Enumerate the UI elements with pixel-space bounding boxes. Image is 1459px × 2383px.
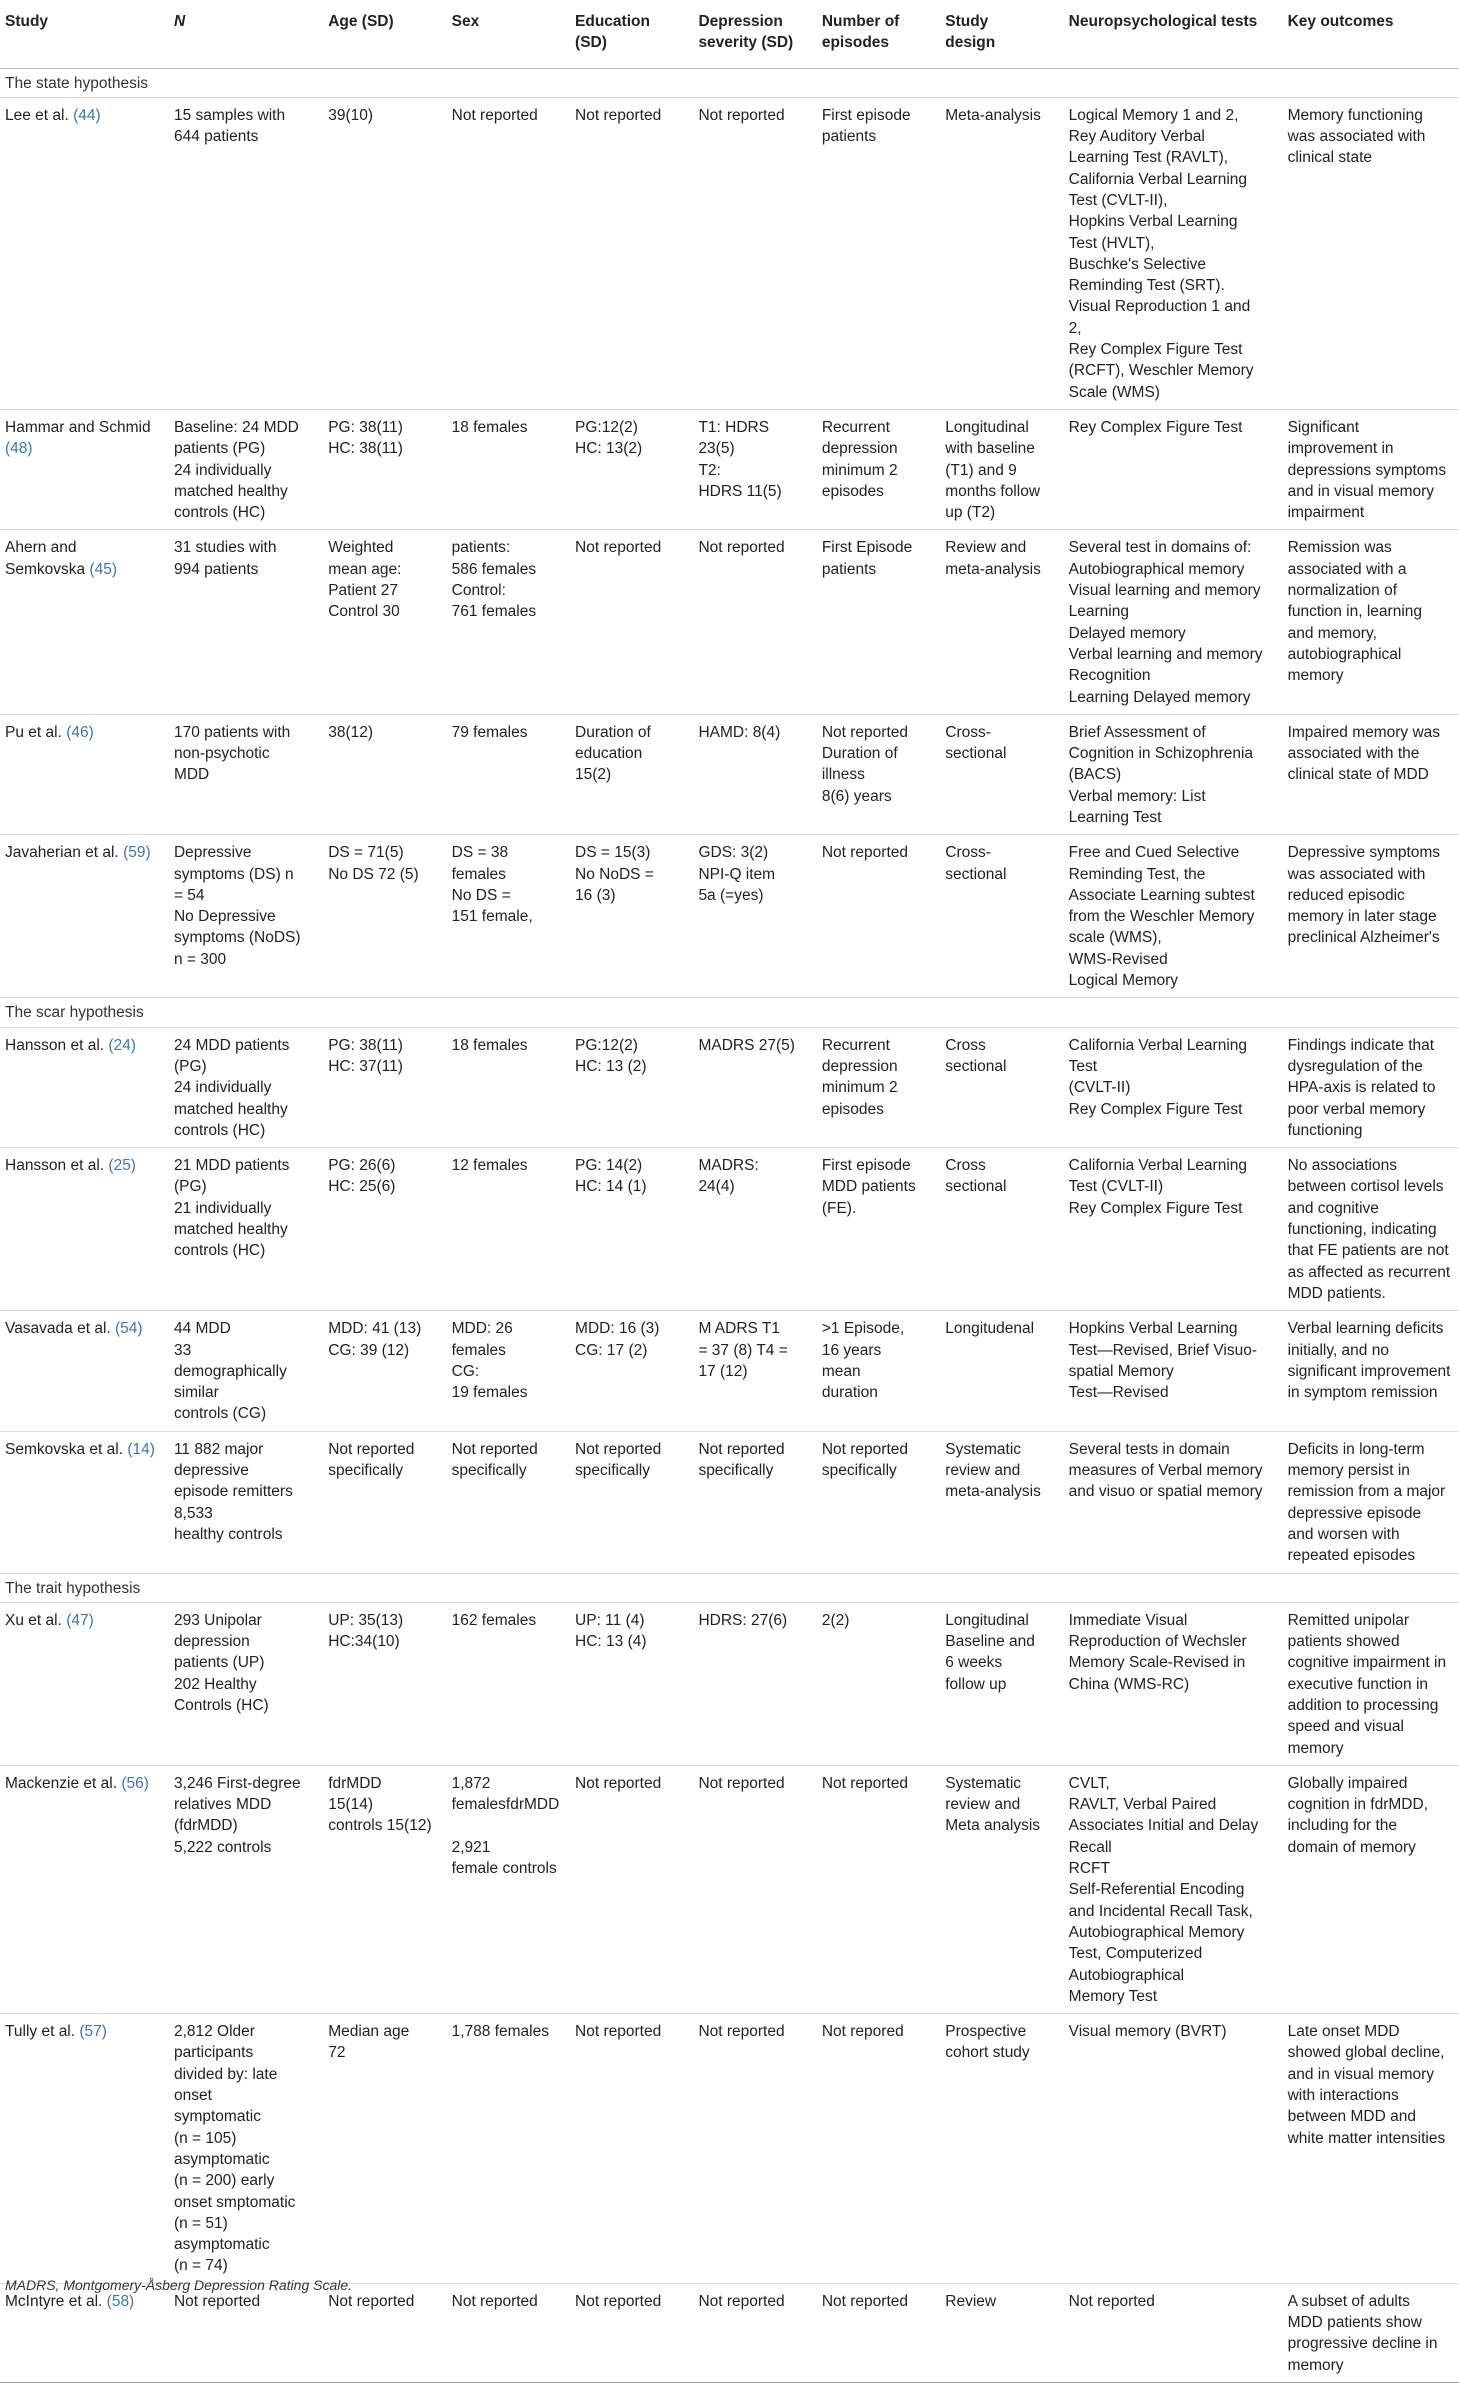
citation-link[interactable]: (57) — [79, 2023, 107, 2041]
column-header-key-outcomes: Key outcomes — [1283, 0, 1459, 68]
column-header-number-of-episodes: Number of episodes — [817, 0, 940, 68]
cell-number-of-episodes: Not reported Duration of illness 8(6) years — [817, 714, 940, 834]
cell-education: PG:12(2) HC: 13 (2) — [570, 1027, 693, 1147]
cell-key-outcomes: Verbal learning deficits initially, and no significant improvement in symptom remission — [1283, 1311, 1459, 1431]
cell-study — [0, 1148, 169, 1311]
cell-n: 170 patients with non-psychotic MDD — [169, 714, 323, 834]
cell-n: Baseline: 24 MDD patients (PG) 24 individually matched healthy controls (HC) — [169, 409, 323, 529]
cell-depression-severity: Not reported — [693, 2014, 816, 2284]
cell-neuropsychological-tests: Rey Complex Figure Test — [1064, 409, 1283, 529]
cell-sex: Not reported — [447, 97, 570, 409]
cell-age: Not reported specifically — [323, 1431, 446, 1573]
cell-depression-severity: M ADRS T1 = 37 (8) T4 = 17 (12) — [693, 1311, 816, 1431]
cell-neuropsychological-tests: Hopkins Verbal Learning Test—Revised, Brief Visuo- spatial Memory Test—Revised — [1064, 1311, 1283, 1431]
cell-number-of-episodes: 2(2) — [817, 1602, 940, 1765]
section-title: The state hypothesis — [0, 68, 1459, 97]
cell-study-design: Cross- sectional — [940, 714, 1063, 834]
table-row — [0, 97, 1459, 409]
table-row — [0, 2283, 1459, 2382]
cell-study — [0, 1602, 169, 1765]
cell-age: MDD: 41 (13) CG: 39 (12) — [323, 1311, 446, 1431]
cell-neuropsychological-tests: Several tests in domain measures of Verbal memory and visuo or spatial memory — [1064, 1431, 1283, 1573]
cell-study — [0, 1431, 169, 1573]
cell-sex: 1,788 females — [447, 2014, 570, 2284]
cell-study-design: Cross- sectional — [940, 835, 1063, 998]
cell-number-of-episodes: Not repored — [817, 2014, 940, 2284]
table-row — [0, 2014, 1459, 2284]
cell-key-outcomes: Globally impaired cognition in fdrMDD, including for the domain of memory — [1283, 1765, 1459, 2013]
cell-key-outcomes: A subset of adults MDD patients show progressive decline in memory — [1283, 2283, 1459, 2382]
cell-key-outcomes: Memory functioning was associated with clinical state — [1283, 97, 1459, 409]
cell-age: PG: 26(6) HC: 25(6) — [323, 1148, 446, 1311]
cell-study — [0, 835, 169, 998]
table-footnote: MADRS, Montgomery-Åsberg Depression Rating Scale. — [5, 2277, 353, 2293]
cell-age: UP: 35(13) HC:34(10) — [323, 1602, 446, 1765]
cell-number-of-episodes: Not reported — [817, 835, 940, 998]
cell-study — [0, 1765, 169, 2013]
study-name: McIntyre et al. — [5, 2292, 103, 2310]
cell-sex: 1,872 femalesfdrMDD 2,921 female controls — [447, 1765, 570, 2013]
cell-education: Not reported — [570, 530, 693, 714]
column-header-n: N — [169, 0, 323, 68]
cell-study-design: Cross sectional — [940, 1148, 1063, 1311]
cell-study — [0, 714, 169, 834]
cell-neuropsychological-tests: Logical Memory 1 and 2, Rey Auditory Verbal Learning Test (RAVLT), California Verbal Learning Test (CVLT-II), Hopkins Verbal Learning Test (HVLT), Buschke's Selective Reminding Test (SRT). Visual Reproduction 1 and 2, Rey Complex Figure Test (RCFT), Weschler Memory Scale (WMS) — [1064, 97, 1283, 409]
cell-key-outcomes: Remitted unipolar patients showed cognitive impairment in executive function in addition to processing speed and visual memory — [1283, 1602, 1459, 1765]
table-row — [0, 835, 1459, 998]
cell-study-design: Longitudinal Baseline and 6 weeks follow up — [940, 1602, 1063, 1765]
study-name: Pu et al. — [5, 723, 62, 741]
cell-age: Not reported — [323, 2283, 446, 2382]
study-name: Lee et al. — [5, 106, 69, 124]
cell-age: fdrMDD 15(14) controls 15(12) — [323, 1765, 446, 2013]
cell-study-design: Longitudinal with baseline (T1) and 9 months follow up (T2) — [940, 409, 1063, 529]
study-name: Ahern and Semkovska — [5, 539, 86, 578]
cell-education: Not reported specifically — [570, 1431, 693, 1573]
column-header-education: Education (SD) — [570, 0, 693, 68]
table-row — [0, 530, 1459, 714]
cell-number-of-episodes: Recurrent depression minimum 2 episodes — [817, 1027, 940, 1147]
cell-neuropsychological-tests: Immediate Visual Reproduction of Wechsler Memory Scale-Revised in China (WMS-RC) — [1064, 1602, 1283, 1765]
cell-number-of-episodes: Not reported — [817, 1765, 940, 2013]
cell-age: DS = 71(5) No DS 72 (5) — [323, 835, 446, 998]
cell-neuropsychological-tests: California Verbal Learning Test (CVLT-II) Rey Complex Figure Test — [1064, 1027, 1283, 1147]
cell-neuropsychological-tests: California Verbal Learning Test (CVLT-II) Rey Complex Figure Test — [1064, 1148, 1283, 1311]
cell-neuropsychological-tests: CVLT, RAVLT, Verbal Paired Associates Initial and Delay Recall RCFT Self-Referential Encoding and Incidental Recall Task, Autobiographical Memory Test, Computerized Autobiographical Memory Test — [1064, 1765, 1283, 2013]
cell-study-design: Review and meta-analysis — [940, 530, 1063, 714]
study-name: Vasavada et al. — [5, 1320, 111, 1338]
cell-n: 44 MDD 33 demographically similar controls (CG) — [169, 1311, 323, 1431]
table-row — [0, 1311, 1459, 1431]
cell-education: Not reported — [570, 1765, 693, 2013]
table-row — [0, 1148, 1459, 1311]
cell-number-of-episodes: First episode patients — [817, 97, 940, 409]
cell-depression-severity: Not reported specifically — [693, 1431, 816, 1573]
section-header-row — [0, 1573, 1459, 1602]
cell-neuropsychological-tests: Not reported — [1064, 2283, 1283, 2382]
cell-neuropsychological-tests: Brief Assessment of Cognition in Schizophrenia (BACS) Verbal memory: List Learning Test — [1064, 714, 1283, 834]
cell-depression-severity: Not reported — [693, 530, 816, 714]
cell-study-design: Longitudenal — [940, 1311, 1063, 1431]
cell-key-outcomes: Significant improvement in depressions symptoms and in visual memory impairment — [1283, 409, 1459, 529]
column-header-age: Age (SD) — [323, 0, 446, 68]
cell-depression-severity: GDS: 3(2) NPI-Q item 5a (=yes) — [693, 835, 816, 998]
column-header-sex: Sex — [447, 0, 570, 68]
cell-neuropsychological-tests: Free and Cued Selective Reminding Test, the Associate Learning subtest from the Weschler Memory scale (WMS), WMS-Revised Logical Memory — [1064, 835, 1283, 998]
cell-key-outcomes: Remission was associated with a normalization of function in, learning and memory, autobiographical memory — [1283, 530, 1459, 714]
citation-link[interactable]: (54) — [115, 1320, 143, 1338]
cell-n: 31 studies with 994 patients — [169, 530, 323, 714]
cell-age: 38(12) — [323, 714, 446, 834]
study-name: Tully et al. — [5, 2023, 76, 2041]
cell-study-design: Meta-analysis — [940, 97, 1063, 409]
study-name: Hammar and Schmid — [5, 418, 151, 436]
cell-neuropsychological-tests: Visual memory (BVRT) — [1064, 2014, 1283, 2284]
section-title: The scar hypothesis — [0, 998, 1459, 1027]
table-body — [0, 68, 1459, 2382]
study-name: Hansson et al. — [5, 1036, 105, 1054]
study-name: Mackenzie et al. — [5, 1774, 117, 1792]
citation-link[interactable]: (59) — [123, 844, 151, 862]
cell-study-design: Systematic review and meta-analysis — [940, 1431, 1063, 1573]
citation-link[interactable]: (47) — [66, 1611, 94, 1629]
cell-study — [0, 530, 169, 714]
cell-age: Median age 72 — [323, 2014, 446, 2284]
cell-key-outcomes: Depressive symptoms was associated with reduced episodic memory in later stage preclinical Alzheimer's — [1283, 835, 1459, 998]
cell-education: Not reported — [570, 97, 693, 409]
cell-education: Not reported — [570, 2283, 693, 2382]
cell-sex: 12 females — [447, 1148, 570, 1311]
cell-key-outcomes: Late onset MDD showed global decline, and in visual memory with interactions between MDD and white matter intensities — [1283, 2014, 1459, 2284]
table-row — [0, 1027, 1459, 1147]
cell-depression-severity: Not reported — [693, 1765, 816, 2013]
cell-number-of-episodes: Recurrent depression minimum 2 episodes — [817, 409, 940, 529]
cell-study-design: Cross sectional — [940, 1027, 1063, 1147]
citation-link[interactable]: (24) — [108, 1036, 136, 1054]
cell-study-design: Review — [940, 2283, 1063, 2382]
table-row — [0, 409, 1459, 529]
cell-key-outcomes: No associations between cortisol levels and cognitive functioning, indicating that FE patients are not as affected as recurrent MDD patients. — [1283, 1148, 1459, 1311]
citation-link[interactable]: (25) — [108, 1157, 136, 1175]
cell-study-design: Systematic review and Meta analysis — [940, 1765, 1063, 2013]
cell-n: Not reported — [169, 2283, 323, 2382]
cell-education: UP: 11 (4) HC: 13 (4) — [570, 1602, 693, 1765]
cell-depression-severity: HAMD: 8(4) — [693, 714, 816, 834]
cell-study — [0, 97, 169, 409]
cell-age: 39(10) — [323, 97, 446, 409]
cell-sex: 18 females — [447, 409, 570, 529]
cell-number-of-episodes: First Episode patients — [817, 530, 940, 714]
study-name: Javaherian et al. — [5, 844, 119, 862]
cell-key-outcomes: Findings indicate that dysregulation of the HPA-axis is related to poor verbal memory functioning — [1283, 1027, 1459, 1147]
citation-link[interactable]: (44) — [73, 106, 101, 124]
column-header-study-design: Study design — [940, 0, 1063, 68]
cell-study — [0, 1311, 169, 1431]
citation-link[interactable]: (46) — [66, 723, 94, 741]
cell-n: 293 Unipolar depression patients (UP) 202 Healthy Controls (HC) — [169, 1602, 323, 1765]
cell-n: Depressive symptoms (DS) n = 54 No Depressive symptoms (NoDS) n = 300 — [169, 835, 323, 998]
cell-depression-severity: HDRS: 27(6) — [693, 1602, 816, 1765]
cell-education: Duration of education 15(2) — [570, 714, 693, 834]
cell-age: Weighted mean age: Patient 27 Control 30 — [323, 530, 446, 714]
cell-education: Not reported — [570, 2014, 693, 2284]
section-title: The trait hypothesis — [0, 1573, 1459, 1602]
cell-sex: Not reported — [447, 2283, 570, 2382]
cell-study — [0, 2283, 169, 2382]
cell-depression-severity: MADRS: 24(4) — [693, 1148, 816, 1311]
table-row — [0, 1431, 1459, 1573]
cell-n: 2,812 Older participants divided by: late onset symptomatic (n = 105) asymptomatic (n = 200) early onset smptomatic (n = 51) asymptomatic (n = 74) — [169, 2014, 323, 2284]
cell-neuropsychological-tests: Several test in domains of: Autobiographical memory Visual learning and memory Learning Delayed memory Verbal learning and memory Recognition Learning Delayed memory — [1064, 530, 1283, 714]
cell-n: 21 MDD patients (PG) 21 individually matched healthy controls (HC) — [169, 1148, 323, 1311]
cell-sex: Not reported specifically — [447, 1431, 570, 1573]
citation-link[interactable]: (56) — [121, 1774, 149, 1792]
cell-age: PG: 38(11) HC: 37(11) — [323, 1027, 446, 1147]
cell-depression-severity: T1: HDRS 23(5) T2: HDRS 11(5) — [693, 409, 816, 529]
cell-n: 15 samples with 644 patients — [169, 97, 323, 409]
cell-number-of-episodes: First episode MDD patients (FE). — [817, 1148, 940, 1311]
citation-link[interactable]: (48) — [5, 440, 33, 458]
cell-depression-severity: MADRS 27(5) — [693, 1027, 816, 1147]
cell-number-of-episodes: >1 Episode, 16 years mean duration — [817, 1311, 940, 1431]
section-header-row — [0, 998, 1459, 1027]
cell-key-outcomes: Impaired memory was associated with the clinical state of MDD — [1283, 714, 1459, 834]
study-name: Hansson et al. — [5, 1157, 105, 1175]
cell-depression-severity: Not reported — [693, 2283, 816, 2382]
column-header-study: Study — [0, 0, 169, 68]
cell-number-of-episodes: Not reported specifically — [817, 1431, 940, 1573]
column-header-neuropsychological-tests: Neuropsychological tests — [1064, 0, 1283, 68]
cell-depression-severity: Not reported — [693, 97, 816, 409]
cell-study — [0, 409, 169, 529]
cell-key-outcomes: Deficits in long-term memory persist in remission from a major depressive episode and worsen with repeated episodes — [1283, 1431, 1459, 1573]
cell-study-design: Prospective cohort study — [940, 2014, 1063, 2284]
header-row — [0, 0, 1459, 68]
section-header-row — [0, 68, 1459, 97]
cell-sex: 162 females — [447, 1602, 570, 1765]
cell-sex: 18 females — [447, 1027, 570, 1147]
citation-link[interactable]: (45) — [89, 560, 117, 578]
cell-study — [0, 2014, 169, 2284]
study-name: Semkovska et al. — [5, 1440, 124, 1458]
cell-education: DS = 15(3) No NoDS = 16 (3) — [570, 835, 693, 998]
cell-n: 3,246 First-degree relatives MDD (fdrMDD) 5,222 controls — [169, 1765, 323, 2013]
cell-age: PG: 38(11) HC: 38(11) — [323, 409, 446, 529]
cell-education: MDD: 16 (3) CG: 17 (2) — [570, 1311, 693, 1431]
table-row — [0, 1765, 1459, 2013]
cell-education: PG: 14(2) HC: 14 (1) — [570, 1148, 693, 1311]
citation-link[interactable]: (14) — [127, 1440, 155, 1458]
cell-education: PG:12(2) HC: 13(2) — [570, 409, 693, 529]
study-name: Xu et al. — [5, 1611, 62, 1629]
cell-n: 24 MDD patients (PG) 24 individually matched healthy controls (HC) — [169, 1027, 323, 1147]
cell-sex: 79 females — [447, 714, 570, 834]
table-row — [0, 1602, 1459, 1765]
cell-n: 11 882 major depressive episode remitters 8,533 healthy controls — [169, 1431, 323, 1573]
cell-study — [0, 1027, 169, 1147]
cell-sex: DS = 38 females No DS = 151 female, — [447, 835, 570, 998]
table-row — [0, 714, 1459, 834]
cell-sex: patients: 586 females Control: 761 females — [447, 530, 570, 714]
cell-number-of-episodes: Not reported — [817, 2283, 940, 2382]
column-header-depression-severity: Depression severity (SD) — [693, 0, 816, 68]
cell-sex: MDD: 26 females CG: 19 females — [447, 1311, 570, 1431]
citation-link[interactable]: (58) — [106, 2292, 135, 2310]
